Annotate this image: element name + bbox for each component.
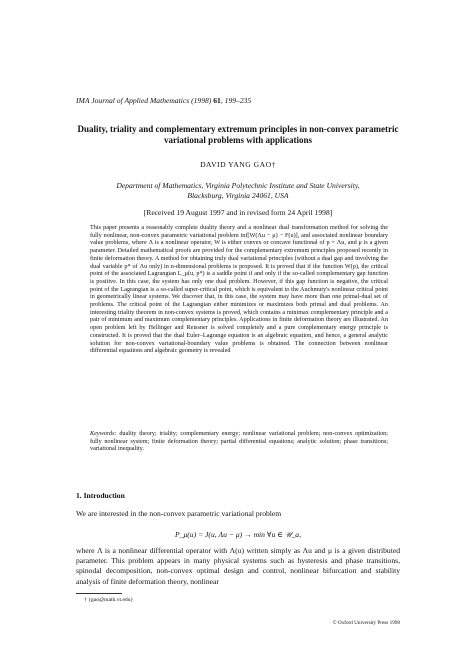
footnote-rule [76, 593, 122, 594]
journal-citation [76, 96, 251, 105]
journal-volume: 61 [213, 96, 221, 105]
intro-paragraph-1: We are interested in the non-convex parametric variational problem [76, 509, 282, 518]
journal-name: IMA Journal of Applied Mathematics [76, 96, 190, 105]
keywords-label: Keywords: [90, 430, 117, 437]
equation-1: P_μ(u) = J(u, Λu − μ) → min ∀u ∈ 𝒰_a, [175, 530, 301, 539]
journal-year: (1998) [191, 96, 212, 105]
keywords [90, 430, 388, 453]
footnote-email: † {gao@math.vt.edu} [84, 597, 134, 603]
section-heading-introduction: 1. Introduction [76, 491, 125, 500]
author-name: DAVID YANG GAO† [200, 160, 276, 169]
intro-paragraph-2: where Λ is a nonlinear differential operator with Λ(u) written simply as Λu and μ is a given distributed parameter. This problem appears in many physical systems such as hysteresis and phase transitions, spinodal decomposition, non-convex optimal design and control, nonlinear bifurcation and stability analysis of finite deformation theory, nonlinear [76, 546, 400, 586]
journal-pages: , 199–235 [220, 96, 252, 105]
affiliation-line-1: Department of Mathematics, Virginia Polytechnic Institute and State University, [116, 181, 360, 190]
affiliation-line-2: Blacksburg, Virginia 24061, USA [187, 191, 289, 201]
keywords-text: duality theory; triality; complementary energy; nonlinear variational problem; non-convex optimization; fully nonlinear system; finite deformation theory; partial differential equations; analytic solution; phase transitions; variational inequality. [90, 430, 388, 453]
affiliation [76, 181, 400, 202]
received-date: [Received 19 August 1997 and in revised form 24 April 1998] [143, 208, 333, 217]
abstract: This paper presents a reasonably complete duality theory and a nonlinear dual transformation method for solving the fully nonlinear, non-convex parametric variational problem inf[W(Λu − μ) − F(u)], and associated nonlinear boundary value problems, where Λ is a nonlinear operator, W is either convex or concave functional of p = Λu, and μ is a given parameter. Detailed mathematical proofs are provided for the complementary extremum principles proposed recently in finite deformation theory. A method for obtaining truly dual variational principles (without a dual gap and involving the dual variable p* of Λu only) in n-dimensional problems is proposed. It is proved that if the function W(p), the critical point of the associated Lagrangian L_μ(u, p*) is a saddle point if and only if the so-called complementary gap function is positive. In this case, the system has only one dual problem. However, if this gap function is negative, the critical point of the Lagrangian is a so-called super-critical point, which is equivalent to the Auchmuty's nonlinear critical point in geometrically linear systems. We discover that, in this case, the system may have more than one primal-dual set of problems. The critical point of the Lagrangian either minimizes or maximizes both primal and dual problems. An interesting triality theorem in non-convex systems is proved, which contains a minimax complementary principle and a pair of minimum and maximum complementary principles. Applications in finite deformation theory are illustrated. An open problem left by Hellinger and Reissner is solved completely and a pure complementary energy principle is constructed. It is proved that the dual Euler–Lagrange equation is an algebraic equation, and hence, a general analytic solution for non-convex variational-boundary value problems is obtained. The connection between nonlinear differential equations and algebraic geometry is revealed [90, 224, 388, 355]
copyright-notice: © Oxford University Press 1998 [332, 620, 400, 626]
paper-title: Duality, triality and complementary extremum principles in non-convex parametric variational problems with applications [77, 124, 399, 146]
